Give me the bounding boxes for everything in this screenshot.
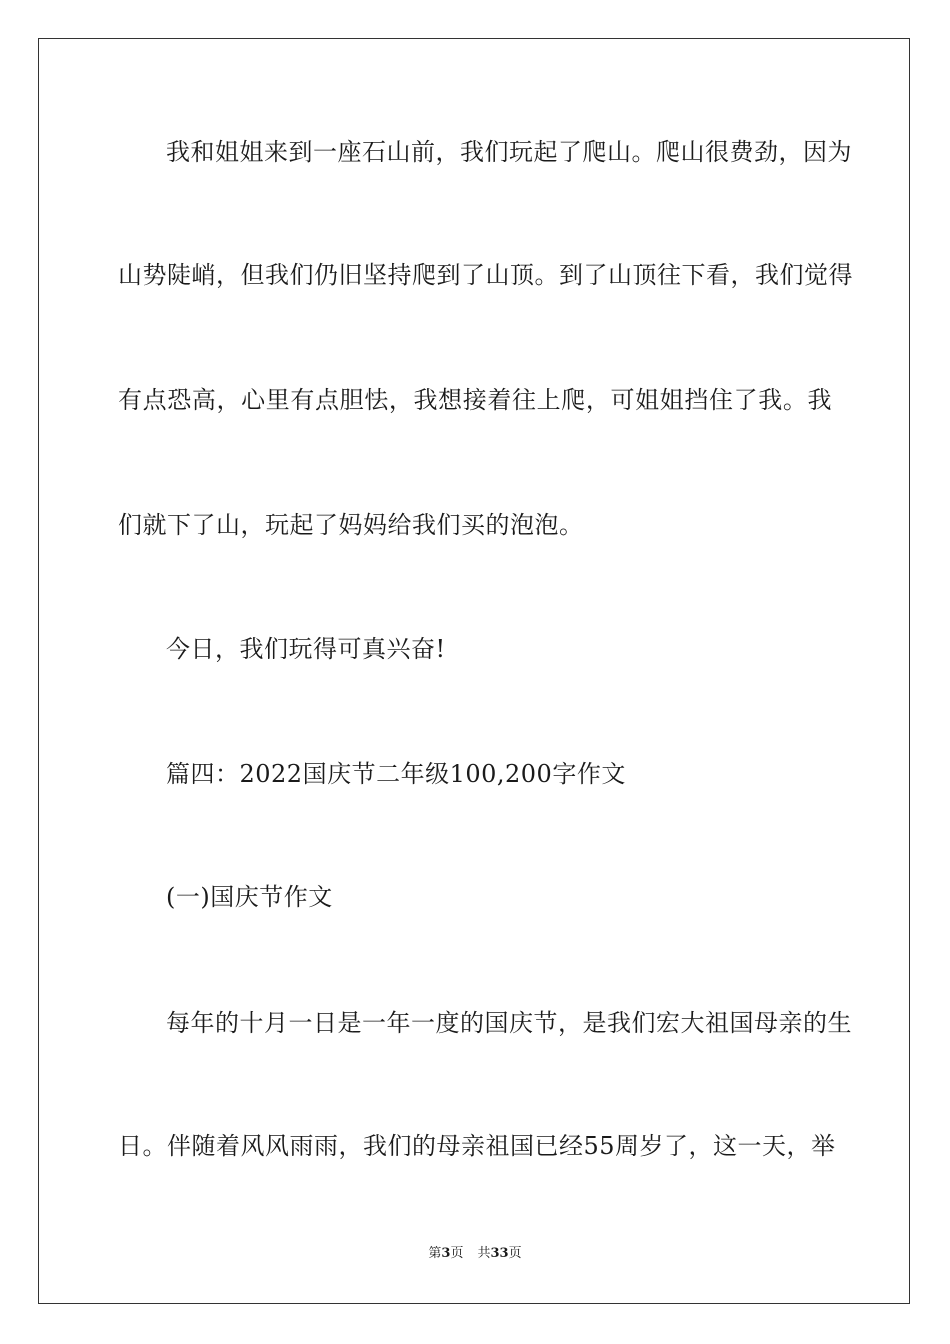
total-suffix: 页: [508, 1246, 522, 1261]
page-footer: [0, 1245, 950, 1263]
paragraph-line-1: 我和姐姐来到一座石山前，我们玩起了爬山。爬山很费劲，因为: [166, 138, 852, 166]
page-prefix: 第: [428, 1246, 442, 1261]
paragraph-line-2: 山势陡峭，但我们仍旧坚持爬到了山顶。到了山顶往下看，我们觉得: [118, 261, 853, 289]
page-number: 3: [441, 1246, 451, 1261]
page-border: [38, 38, 910, 1304]
paragraph-line-3: 有点恐高，心里有点胆怯，我想接着往上爬，可姐姐挡住了我。我: [118, 386, 832, 414]
page-suffix: 页: [450, 1246, 464, 1261]
paragraph-line-4: 们就下了山，玩起了妈妈给我们买的泡泡。: [118, 511, 584, 539]
total-prefix: 共: [477, 1246, 491, 1261]
total-pages: 33: [490, 1246, 509, 1261]
section-heading: 篇四：2022国庆节二年级100,200字作文: [166, 760, 626, 788]
paragraph-line-5: 今日，我们玩得可真兴奋!: [166, 635, 446, 663]
subsection-heading: (一)国庆节作文: [166, 883, 333, 911]
paragraph-line-7: 日。伴随着风风雨雨，我们的母亲祖国已经55周岁了，这一天，举: [118, 1132, 836, 1160]
paragraph-line-6: 每年的十月一日是一年一度的国庆节，是我们宏大祖国母亲的生: [166, 1009, 852, 1037]
